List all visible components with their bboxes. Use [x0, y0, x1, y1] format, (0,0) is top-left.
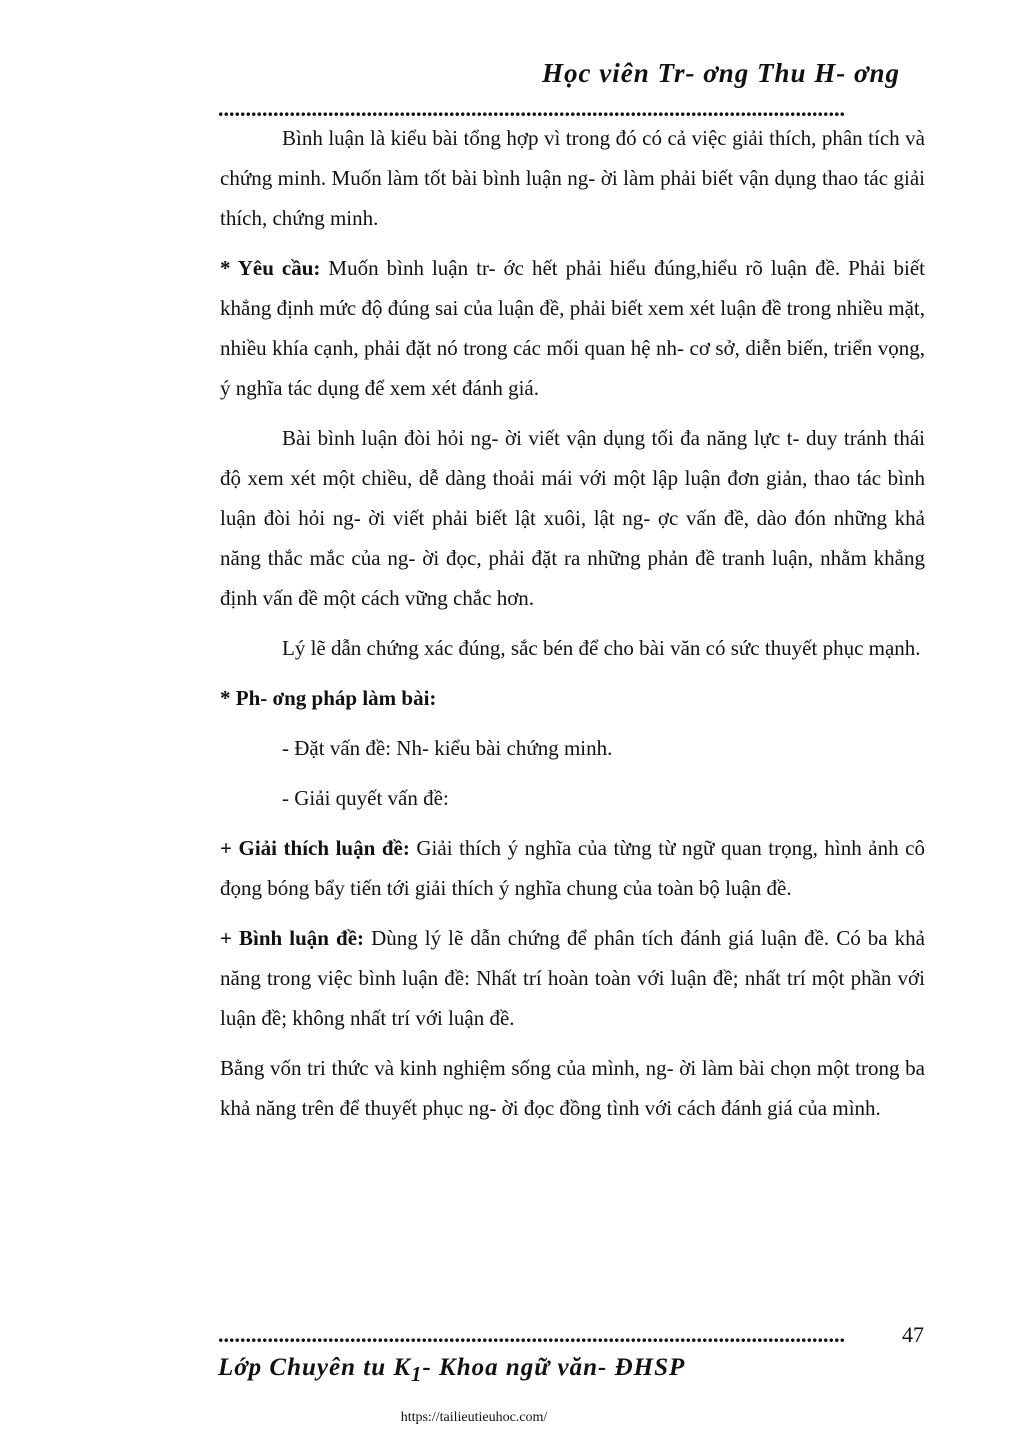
comment-text: Dùng lý lẽ dẫn chứng để phân tích đánh giá luận đề. Có ba khả năng trong việc bình luận đề: Nhất trí hoàn toàn với luận đề; nhất trí một phần với luận đề; không nhất trí với luận đề.	[220, 926, 925, 1030]
requirements-paragraph	[220, 248, 925, 408]
method-step-resolve: - Giải quyết vấn đề:	[282, 786, 449, 810]
method-step-introduce: - Đặt vấn đề: Nh- kiểu bài chứng minh.	[282, 736, 613, 760]
intro-paragraph: Bình luận là kiểu bài tổng hợp vì trong đó có cả việc giải thích, phân tích và chứng minh. Muốn làm tốt bài bình luận ng- ời làm phải biết vận dụng thao tác giải thích, chứng minh.	[220, 126, 925, 230]
document-body	[220, 118, 925, 1138]
explain-paragraph	[220, 828, 925, 908]
footer-dotted-separator: ..................................................................................................................	[218, 1324, 845, 1346]
page-header-title: Học viên Tr- ơng Thu H- ơng	[542, 58, 900, 88]
comment-paragraph	[220, 918, 925, 1038]
footer-title: Lớp Chuyên tu $K_1-$ Khoa ngữ văn- ĐHSP	[218, 1354, 686, 1386]
footer-url: https://tailieutieuhoc.com/	[400, 1410, 548, 1425]
thinking-paragraph: Bài bình luận đòi hỏi ng- ời viết vận dụng tối đa năng lực t- duy tránh thái độ xem xét một chiều, dễ dàng thoải mái với một lập luận đơn giản, thao tác bình luận đòi hỏi ng- ời viết phải biết lật xuôi, lật ng- ợc vấn đề, dào đón những khả năng thắc mắc của ng- ời đọc, phải đặt ra những phản đề tranh luận, nhằm khẳng định vấn đề một cách vững chắc hơn.	[220, 426, 925, 610]
footer-title-subscript: 1	[411, 1362, 423, 1386]
evidence-paragraph: Lý lẽ dẫn chứng xác đúng, sắc bén để cho bài văn có sức thuyết phục mạnh.	[282, 636, 921, 660]
method-heading: * Ph- ơng pháp làm bài:	[220, 686, 437, 710]
header-dotted-separator: ..................................................................................................................	[218, 98, 845, 120]
explain-text: Giải thích ý nghĩa của từng từ ngữ quan trọng, hình ảnh cô đọng bóng bẩy tiến tới giải thích ý nghĩa chung của toàn bộ luận đề.	[220, 836, 925, 900]
comment-label: + Bình luận đề:	[220, 926, 365, 950]
requirements-label: * Yêu cầu:	[220, 256, 321, 280]
page-number: 47	[902, 1322, 924, 1347]
requirements-text: Muốn bình luận tr- ớc hết phải hiểu đúng,hiểu rõ luận đề. Phải biết khẳng định mức độ đúng sai của luận đề, phải biết xem xét luận đề trong nhiều mặt, nhiều khía cạnh, phải đặt nó trong các mối quan hệ nh- cơ sở, diễn biến, triển vọng, ý nghĩa tác dụng để xem xét đánh giá.	[220, 256, 925, 400]
explain-label: + Giải thích luận đề:	[220, 836, 410, 860]
closing-paragraph: Bằng vốn tri thức và kinh nghiệm sống của mình, ng- ời làm bài chọn một trong ba khả năng trên để thuyết phục ng- ời đọc đồng tình với cách đánh giá của mình.	[220, 1056, 925, 1120]
